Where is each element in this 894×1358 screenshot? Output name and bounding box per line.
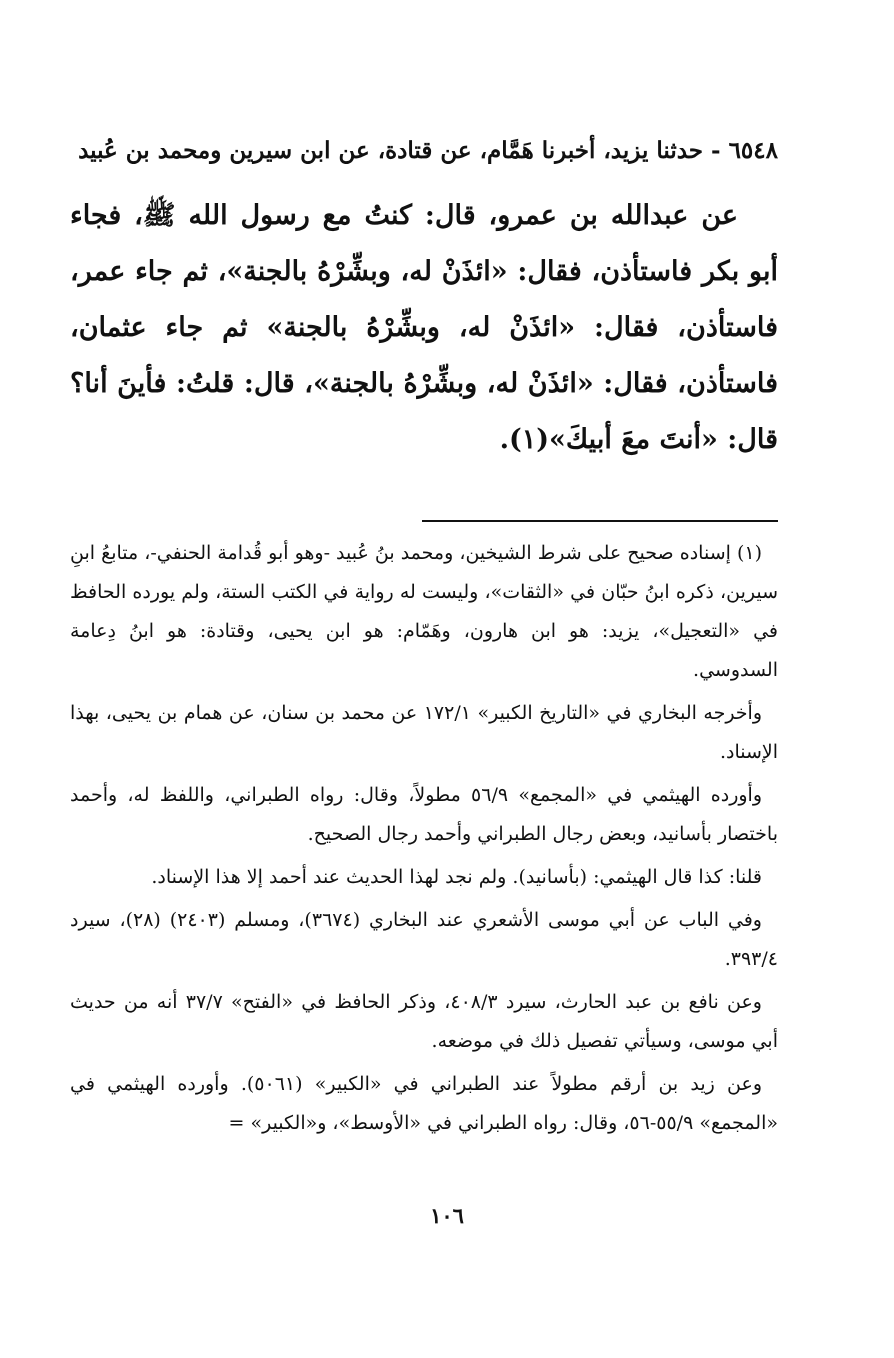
footnote-separator	[422, 520, 778, 522]
footnote-5: وفي الباب عن أبي موسى الأشعري عند البخاري (٣٦٧٤)، ومسلم (٢٤٠٣) (٢٨)، سيرد ٣٩٣/٤.	[70, 909, 778, 970]
footnote-2: وأخرجه البخاري في «التاريخ الكبير» ١٧٢/١ عن محمد بن سنان، عن همام بن يحيى، بهذا الإسناد.	[70, 702, 778, 763]
page-number: ١٠٦	[430, 1203, 464, 1228]
footnote-4: قلنا: كذا قال الهيثمي: (بأسانيد). ولم نجد لهذا الحديث عند أحمد إلا هذا الإسناد.	[151, 866, 762, 888]
footnote-6: وعن نافع بن عبد الحارث، سيرد ٤٠٨/٣، وذكر الحافظ في «الفتح» ٣٧/٧ أنه من حديث أبي موسى، وسيأتي تفصيل ذلك في موضعه.	[70, 991, 778, 1052]
hadith-block	[70, 128, 778, 468]
footnote-1: (١) إسناده صحيح على شرط الشيخين، ومحمد بنُ عُبيد -وهو أبو قُدامة الحنفي-، متابعُ ابنِ سيرين، ذكره ابنُ حبّان في «الثقات»، وليست له رواية في الكتب الستة، ولم يورده الحافظ في «التعجيل»، يزيد: هو ابن هارون، وهَمّام: هو ابن يحيى، وقتادة: هو ابنُ دِعامة السدوسي.	[70, 542, 778, 681]
footnote-3: وأورده الهيثمي في «المجمع» ٥٦/٩ مطولاً، وقال: رواه الطبراني، واللفظ له، وأحمد باختصار بأسانيد، وبعض رجال الطبراني وأحمد رجال الصحيح.	[70, 784, 778, 845]
footnote-7: وعن زيد بن أرقم مطولاً عند الطبراني في «الكبير» (٥٠٦١). وأورده الهيثمي في «المجمع» ٥٥/٩-٥٦، وقال: رواه الطبراني في «الأوسط»، و«الكبير» =	[70, 1073, 778, 1134]
footnotes	[70, 534, 778, 1147]
hadith-heading: ٦٥٤٨ - حدثنا يزيد، أخبرنا هَمَّام، عن قتادة، عن ابن سيرين ومحمد بن عُبيد	[78, 137, 778, 164]
hadith-text: عن عبدالله بن عمرو، قال: كنتُ مع رسول الله ﷺ، فجاء أبو بكر فاستأذن، فقال: «ائذَنْ له، وبشِّرْهُ بالجنة»، ثم جاء عمر، فاستأذن، فقال: «ائذَنْ له، وبشِّرْهُ بالجنة» ثم جاء عثمان، فاستأذن، فقال: «ائذَنْ له، وبشِّرْهُ بالجنة»، قال: قلتُ: فأينَ أنا؟ قال: «أنتَ معَ أبيكَ»(١).	[70, 200, 778, 455]
